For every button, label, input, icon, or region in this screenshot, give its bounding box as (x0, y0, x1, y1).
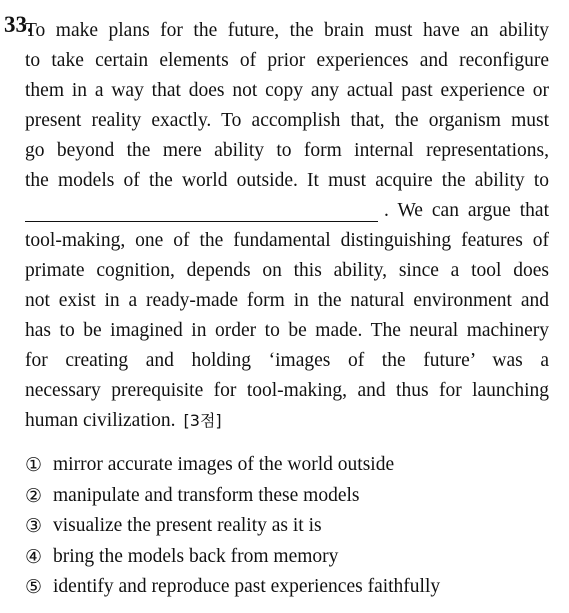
option-3[interactable] (25, 511, 440, 542)
option-text: mirror accurate images of the world outside (53, 454, 395, 476)
option-marker: ① (25, 454, 43, 477)
passage-line: not exist in a ready-made form in the natural environment and (25, 290, 549, 311)
option-marker: ④ (25, 545, 43, 568)
passage-line: to take certain elements of prior experiences and reconfigure (25, 50, 549, 71)
answer-blank (25, 201, 378, 222)
blank-line (25, 196, 549, 226)
passage-line: human civilization. (25, 410, 176, 431)
passage-line: them in a way that does not copy any actual past experience or (25, 80, 549, 101)
passage-line: tool-making, one of the fundamental distinguishing features of (25, 230, 549, 251)
passage-line: necessary prerequisite for tool-making, and thus for launching (25, 380, 549, 401)
passage (25, 16, 549, 436)
passage-line: for creating and holding ‘images of the future’ was a (25, 350, 549, 371)
passage-line: has to be imagined in order to be made. The neural machinery (25, 320, 549, 341)
question-number: 33. (4, 12, 33, 37)
option-text: visualize the present reality as it is (53, 515, 322, 537)
option-5[interactable] (25, 572, 440, 603)
option-4[interactable] (25, 542, 440, 573)
passage-line: primate cognition, depends on this ability, since a tool does (25, 260, 549, 281)
passage-line: go beyond the mere ability to form internal representations, (25, 140, 549, 161)
option-marker: ③ (25, 515, 43, 538)
option-1[interactable] (25, 450, 440, 481)
option-marker: ⑤ (25, 576, 43, 599)
passage-line: . We can argue that (384, 200, 549, 221)
option-text: manipulate and transform these models (53, 484, 360, 506)
passage-line: the models of the world outside. It must acquire the ability to (25, 170, 549, 191)
option-marker: ② (25, 484, 43, 507)
option-2[interactable] (25, 481, 440, 512)
option-text: bring the models back from memory (53, 545, 339, 567)
option-text: identify and reproduce past experiences faithfully (53, 576, 441, 598)
passage-line: To make plans for the future, the brain must have an ability (25, 20, 549, 41)
passage-last-line (25, 406, 549, 436)
answer-options (25, 450, 440, 603)
points-badge: [3점] (183, 411, 222, 430)
passage-line: present reality exactly. To accomplish that, the organism must (25, 110, 549, 131)
